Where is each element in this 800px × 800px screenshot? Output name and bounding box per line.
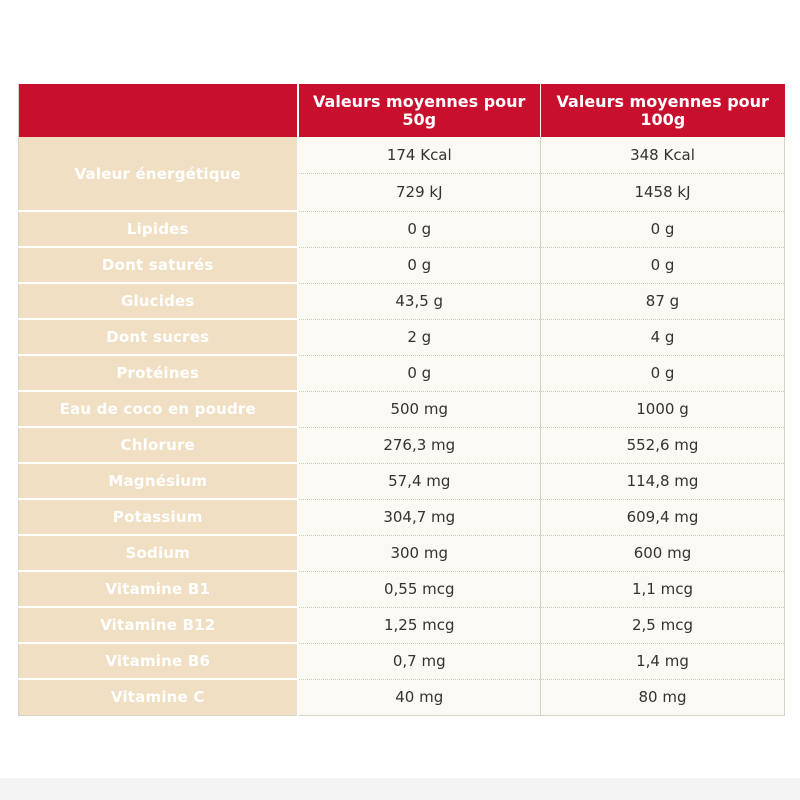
cell-value-50g: 1,25 mcg	[298, 607, 541, 643]
row-label: Chlorure	[19, 427, 298, 463]
cell-value-50g: 304,7 mg	[298, 499, 541, 535]
cell-value-50g: 43,5 g	[298, 283, 541, 319]
row-label: Dont saturés	[19, 247, 298, 283]
cell-value-100g: 0 g	[541, 211, 785, 247]
cell-value-100g: 0 g	[541, 247, 785, 283]
cell-value-100g: 2,5 mcg	[541, 607, 785, 643]
table-row	[19, 427, 785, 463]
cell-value-50g: 0 g	[298, 355, 541, 391]
table-row-energy-kcal	[19, 137, 785, 173]
table-row	[19, 535, 785, 571]
row-label-energy: Valeur énergétique	[19, 137, 298, 211]
table-row	[19, 319, 785, 355]
header-col-50g: Valeurs moyennes pour 50g	[298, 84, 541, 137]
cell-value-50g: 0,55 mcg	[298, 571, 541, 607]
header-empty-cell	[19, 84, 298, 137]
cell-value-50g: 0 g	[298, 247, 541, 283]
cell-value-100g: 80 mg	[541, 679, 785, 715]
row-label: Protéines	[19, 355, 298, 391]
row-label: Glucides	[19, 283, 298, 319]
cell-value-50g: 0 g	[298, 211, 541, 247]
cell-value-50g: 500 mg	[298, 391, 541, 427]
table-row	[19, 391, 785, 427]
table-row	[19, 247, 785, 283]
cell-kj-50g: 729 kJ	[298, 173, 541, 211]
row-label: Magnésium	[19, 463, 298, 499]
cell-value-100g: 1000 g	[541, 391, 785, 427]
cell-value-100g: 4 g	[541, 319, 785, 355]
cell-value-100g: 609,4 mg	[541, 499, 785, 535]
cell-value-50g: 2 g	[298, 319, 541, 355]
cell-value-50g: 0,7 mg	[298, 643, 541, 679]
row-label: Dont sucres	[19, 319, 298, 355]
cell-value-100g: 552,6 mg	[541, 427, 785, 463]
cell-kj-100g: 1458 kJ	[541, 173, 785, 211]
table-row	[19, 499, 785, 535]
table-row	[19, 355, 785, 391]
row-label: Potassium	[19, 499, 298, 535]
cell-value-100g: 87 g	[541, 283, 785, 319]
cell-value-100g: 1,4 mg	[541, 643, 785, 679]
table-row	[19, 571, 785, 607]
header-col-100g: Valeurs moyennes pour 100g	[541, 84, 785, 137]
cell-value-100g: 600 mg	[541, 535, 785, 571]
cell-kcal-100g: 348 Kcal	[541, 137, 785, 173]
table-row	[19, 679, 785, 715]
table-row	[19, 283, 785, 319]
row-label: Sodium	[19, 535, 298, 571]
table-row	[19, 211, 785, 247]
row-label: Lipides	[19, 211, 298, 247]
cell-value-50g: 300 mg	[298, 535, 541, 571]
cell-value-100g: 114,8 mg	[541, 463, 785, 499]
cell-value-100g: 1,1 mcg	[541, 571, 785, 607]
table-row	[19, 607, 785, 643]
row-label: Vitamine B1	[19, 571, 298, 607]
nutrition-table	[18, 84, 785, 716]
cell-value-100g: 0 g	[541, 355, 785, 391]
cell-kcal-50g: 174 Kcal	[298, 137, 541, 173]
row-label: Eau de coco en poudre	[19, 391, 298, 427]
table-row	[19, 643, 785, 679]
row-label: Vitamine C	[19, 679, 298, 715]
table-row	[19, 463, 785, 499]
cell-value-50g: 276,3 mg	[298, 427, 541, 463]
cell-value-50g: 40 mg	[298, 679, 541, 715]
cell-value-50g: 57,4 mg	[298, 463, 541, 499]
row-label: Vitamine B6	[19, 643, 298, 679]
row-label: Vitamine B12	[19, 607, 298, 643]
page-bottom-band	[0, 778, 800, 800]
table-header-row	[19, 84, 785, 137]
